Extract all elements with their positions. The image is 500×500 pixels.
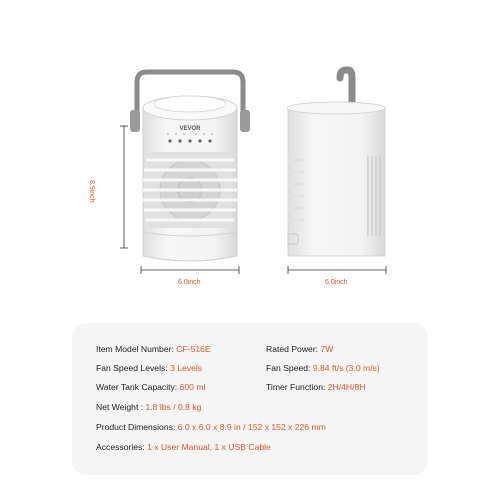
front-width-label: 6.0inch: [178, 279, 201, 286]
spec-net-weight: Net Weight : 1.8 lbs / 0.8 kg: [96, 402, 202, 412]
spec-model: Item Model Number: CF-516E: [96, 344, 211, 354]
spec-accessories: Accessories: 1 x User Manual, 1 x USB Cable: [96, 442, 271, 452]
front-view-cooler: [130, 72, 250, 261]
height-dimension: [120, 126, 128, 248]
brand-logo: VEVOR: [179, 126, 201, 132]
spec-dimensions: Product Dimensions: 6.0 x 6.0 x 8.9 in / 152 x 152 x 226 mm: [96, 422, 326, 432]
spec-fan-levels: Fan Speed Levels: 3 Levels: [96, 363, 203, 373]
spec-fan-speed: Fan Speed: 9.84 ft/s (3.0 m/s): [266, 363, 380, 373]
height-label: 8.9inch: [88, 180, 95, 203]
side-width-label: 6.0inch: [325, 279, 348, 286]
spec-timer: Timer Function: 2H/4H/8H: [266, 382, 366, 392]
side-view-cooler: [287, 70, 385, 256]
spec-rated-power: Rated Power: 7W: [266, 344, 334, 354]
spec-water-tank: Water Tank Capacity: 600 ml: [96, 382, 206, 392]
front-width-dimension: [141, 266, 239, 274]
side-width-dimension: [288, 266, 386, 274]
